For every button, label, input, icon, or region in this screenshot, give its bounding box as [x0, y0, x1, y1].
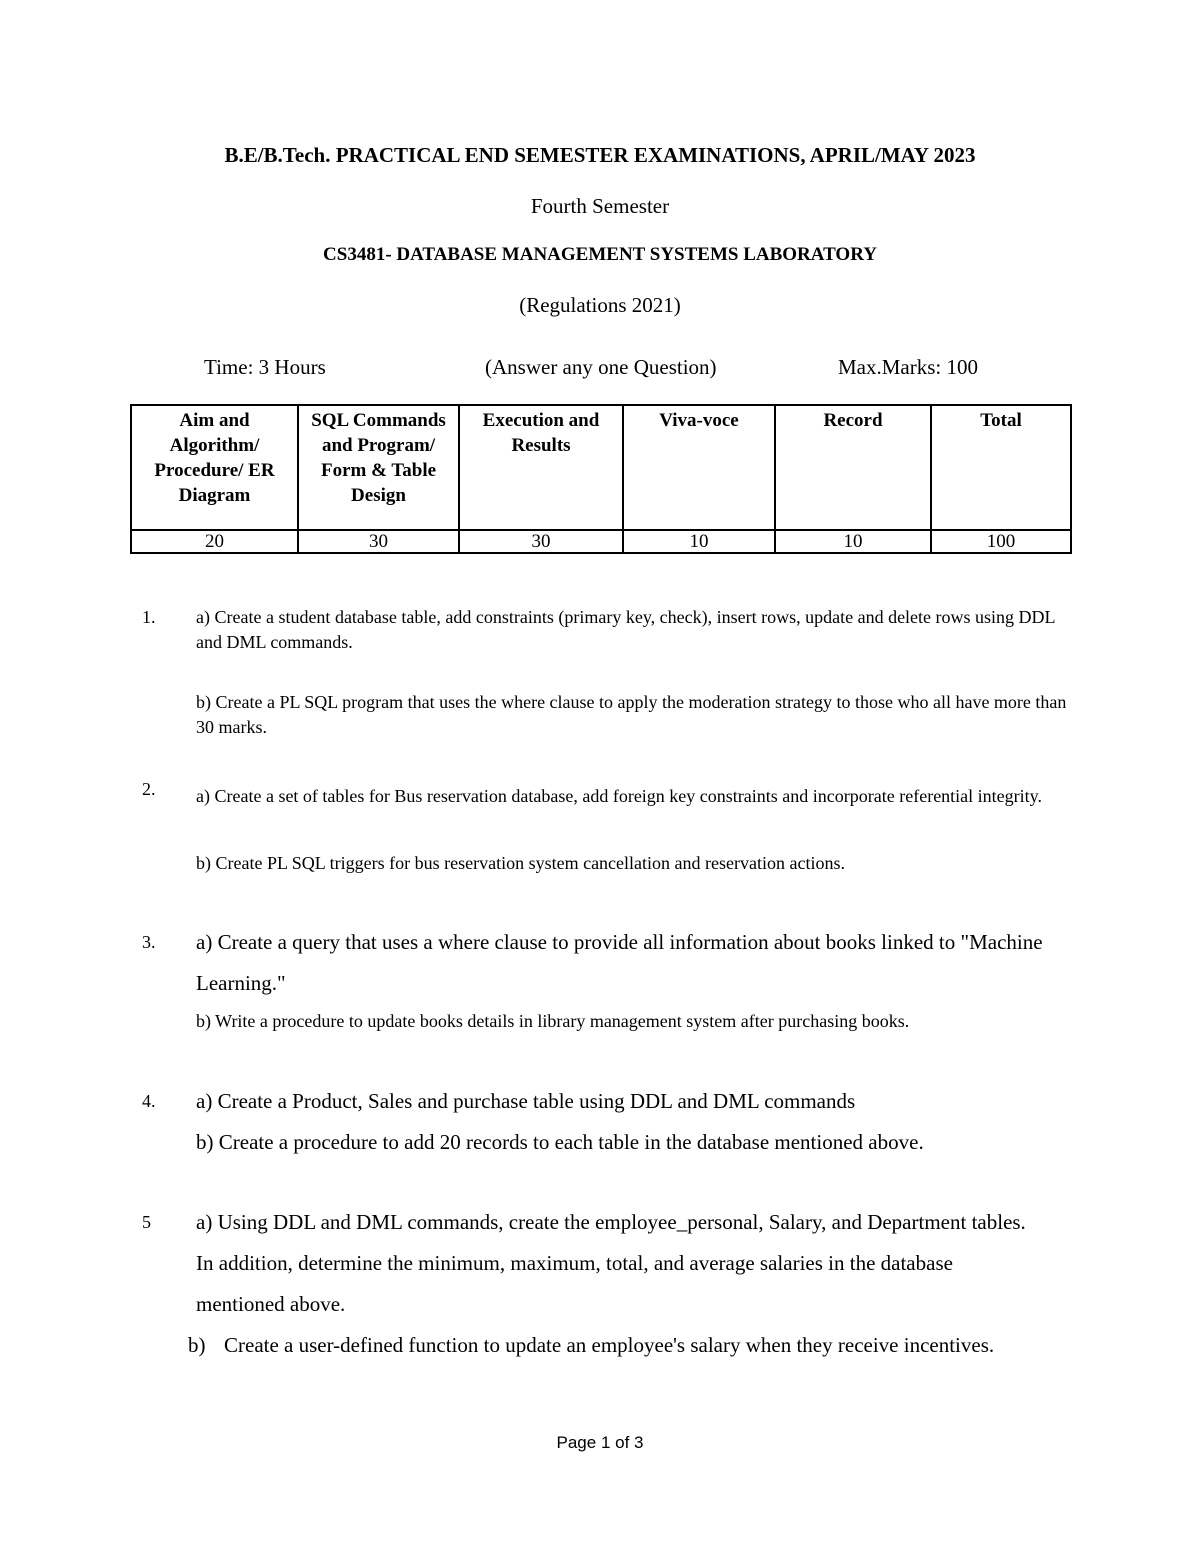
marks-header: Record [775, 405, 931, 530]
exam-title: B.E/B.Tech. PRACTICAL END SEMESTER EXAMINATIONS, APRIL/MAY 2023 [224, 143, 976, 167]
marks-value: 20 [131, 530, 298, 553]
marks-value: 10 [775, 530, 931, 553]
marks-header: Viva-voce [623, 405, 775, 530]
marks-header: SQL Commands and Program/ Form & Table Design [298, 405, 459, 530]
instruction-label: (Answer any one Question) [485, 355, 717, 379]
course-title: CS3481- DATABASE MANAGEMENT SYSTEMS LABORATORY [323, 244, 877, 265]
marks-table [130, 404, 1072, 554]
marks-value: 30 [459, 530, 623, 553]
question-number: 2. [142, 779, 156, 799]
regulations-label: (Regulations 2021) [519, 293, 681, 317]
marks-header: Aim and Algorithm/ Procedure/ ER Diagram [131, 405, 298, 530]
question-part-b: b) Create PL SQL triggers for bus reservation system cancellation and reservation actions. [196, 853, 845, 873]
question-number: 3. [142, 932, 156, 952]
question-number: 4. [142, 1091, 156, 1111]
question-number: 1. [142, 607, 156, 627]
question-part-b-label: b) [188, 1333, 206, 1357]
time-label: Time: 3 Hours [204, 355, 326, 379]
marks-table-header-row [131, 405, 1071, 530]
semester-label: Fourth Semester [530, 194, 670, 218]
question-part-a: a) Create a set of tables for Bus reservation database, add foreign key constraints and incorporate referential integrity. [196, 786, 1042, 806]
max-marks-label: Max.Marks: 100 [838, 355, 978, 379]
question-number: 5 [142, 1212, 151, 1232]
marks-table-value-row [131, 530, 1071, 553]
question-part-b: b) Create a procedure to add 20 records to each table in the database mentioned above. [196, 1130, 924, 1154]
marks-header: Total [931, 405, 1071, 530]
marks-header: Execution and Results [459, 405, 623, 530]
marks-value: 10 [623, 530, 775, 553]
question-part-b: b) Create a PL SQL program that uses the where clause to apply the moderation strategy to those who all have more than 30 marks. [196, 692, 1067, 737]
marks-value: 30 [298, 530, 459, 553]
question-part-b: Create a user-defined function to update an employee's salary when they receive incentives. [224, 1333, 995, 1357]
page-number: Page 1 of 3 [556, 1433, 644, 1452]
question-part-a: a) Create a student database table, add constraints (primary key, check), insert rows, update and delete rows using DDL and DML commands. [196, 607, 1055, 652]
marks-value: 100 [931, 530, 1071, 553]
question-part-a: a) Using DDL and DML commands, create the employee_personal, Salary, and Department tables. In addition, determine the minimum, maximum, total, and average salaries in the database mentioned above. [196, 1210, 1026, 1316]
question-part-b: b) Write a procedure to update books details in library management system after purchasing books. [196, 1011, 910, 1031]
question-part-a: a) Create a Product, Sales and purchase table using DDL and DML commands [196, 1089, 856, 1113]
question-part-a: a) Create a query that uses a where clause to provide all information about books linked to "Machine Learning." [196, 930, 1043, 995]
